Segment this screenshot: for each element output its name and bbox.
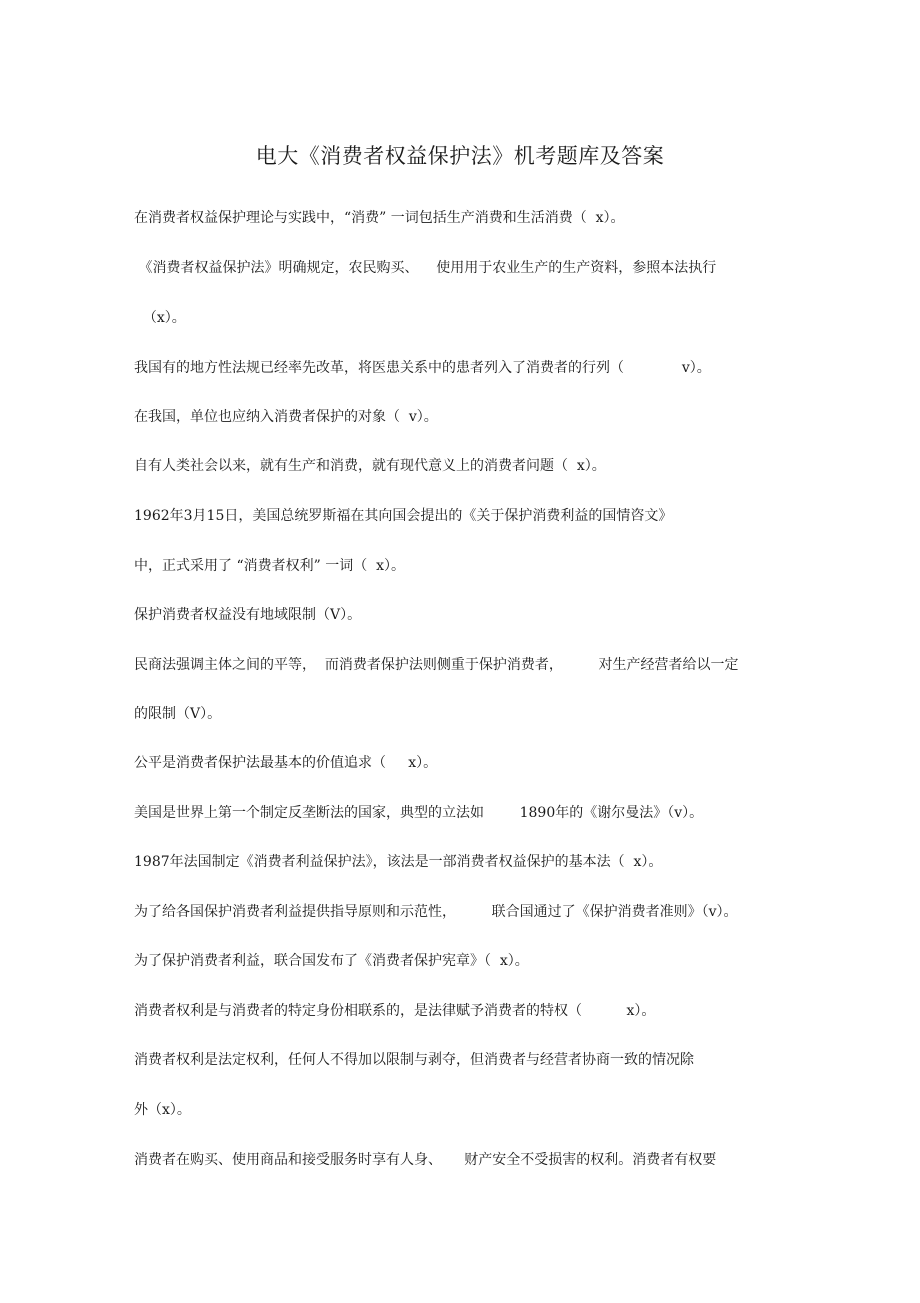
text-line: 在我国，单位也应纳入消费者保护的对象（ v）。 <box>134 409 438 425</box>
text-line: 《消费者权益保护法》明确规定，农民购买、 使用用于农业生产的生产资料，参照本法执行 <box>134 260 717 276</box>
text-line: 在消费者权益保护理论与实践中，“消费” 一词包括生产消费和生活消费（ x）。 <box>134 210 625 226</box>
text-line: 外（x）。 <box>134 1102 191 1118</box>
text-line: 自有人类社会以来，就有生产和消费，就有现代意义上的消费者问题（ x）。 <box>134 458 606 474</box>
document-title: 电大《消费者权益保护法》机考题库及答案 <box>255 144 665 168</box>
text-line: 为了保护消费者利益，联合国发布了《消费者保护宪章》（ x）。 <box>134 953 529 969</box>
text-line: 的限制（V）。 <box>134 706 222 722</box>
text-line: 1987年法国制定《消费者利益保护法》，该法是一部消费者权益保护的基本法（ x）。 <box>134 854 663 870</box>
text-line: 消费者权利是法定权利，任何人不得加以限制与剥夺，但消费者与经营者协商一致的情况除 <box>134 1052 694 1068</box>
text-line: 公平是消费者保护法最基本的价值追求（ x）。 <box>134 755 438 771</box>
text-line: （x）。 <box>134 310 186 326</box>
text-line: 中，正式采用了 “消费者权利” 一词（ x）。 <box>134 558 406 574</box>
text-line: 民商法强调主体之间的平等， 而消费者保护法则侧重于保护消费者， 对生产经营者给以一定 <box>134 657 739 673</box>
text-line: 为了给各国保护消费者利益提供指导原则和示范性， 联合国通过了《保护消费者准则》（v）。 <box>134 904 738 920</box>
text-line: 1962年3月15日，美国总统罗斯福在其向国会提出的《关于保护消费利益的国情咨文》 <box>134 508 673 524</box>
text-line: 美国是世界上第一个制定反垄断法的国家，典型的立法如 1890年的《谢尔曼法》（v）。 <box>134 805 704 821</box>
text-line: 消费者在购买、使用商品和接受服务时享有人身、 财产安全不受损害的权利。消费者有权要 <box>134 1152 717 1168</box>
text-line: 保护消费者权益没有地域限制（V）。 <box>134 607 362 623</box>
text-line: 消费者权利是与消费者的特定身份相联系的，是法律赋予消费者的特权（ x）。 <box>134 1003 656 1019</box>
text-line: 我国有的地方性法规已经率先改革，将医患关系中的患者列入了消费者的行列（ v）。 <box>134 360 711 376</box>
